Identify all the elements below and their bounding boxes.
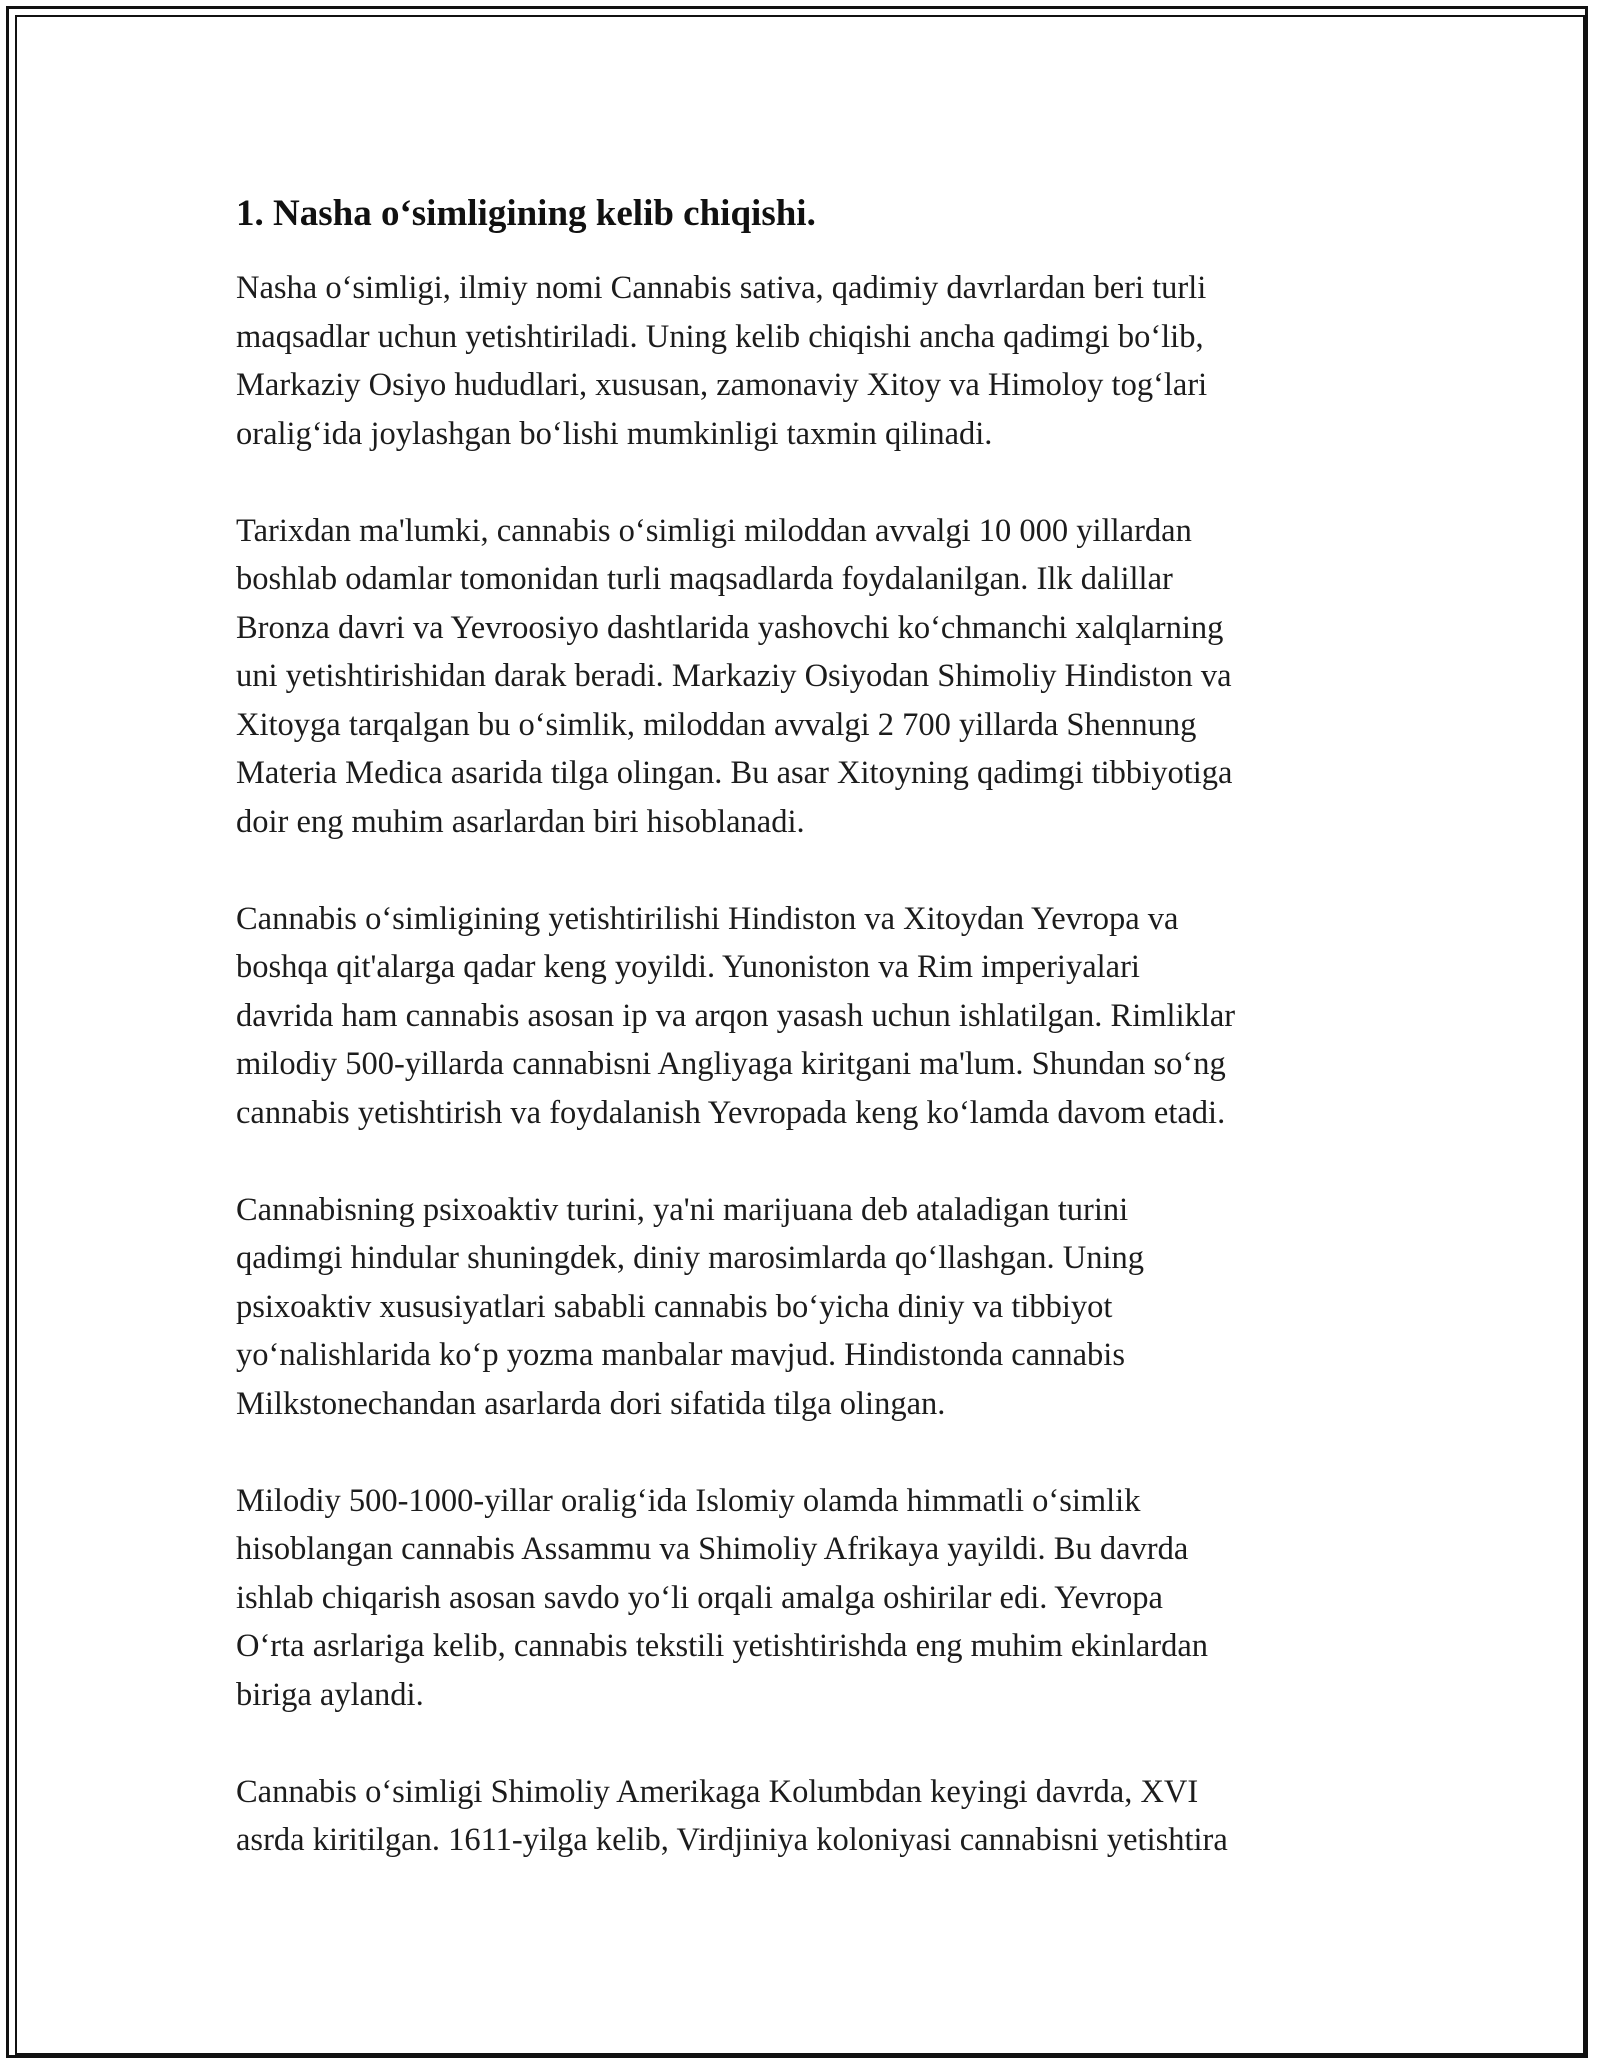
- paragraph-line: boshqa qit'alarga qadar keng yoyildi. Yunoniston va Rim imperiyalari: [236, 949, 1140, 985]
- paragraph-line: Bronza davri va Yevroosiyo dashtlarida yashovchi ko‘chmanchi xalqlarning: [236, 609, 1224, 646]
- paragraph-line: Xitoyga tarqalgan bu o‘simlik, miloddan avvalgi 2 700 yillarda Shennung: [236, 706, 1197, 743]
- paragraph-line: maqsadlar uchun yetishtiriladi. Uning kelib chiqishi ancha qadimgi bo‘lib,: [236, 318, 1204, 355]
- paragraph-origin: [236, 264, 1376, 458]
- paragraph-psychoactive: [236, 1186, 1376, 1429]
- paragraph-line: asrda kiritilgan. 1611-yilga kelib, Virdjiniya koloniyasi cannabisni yetishtira: [236, 1822, 1228, 1858]
- paragraph-line: boshlab odamlar tomonidan turli maqsadlarda foydalanilgan. Ilk dalillar: [236, 561, 1173, 597]
- paragraph-line: Tarixdan ma'lumki, cannabis o‘simligi miloddan avvalgi 10 000 yillardan: [236, 512, 1192, 549]
- paragraph-line: hisoblangan cannabis Assammu va Shimoliy Afrikaya yayildi. Bu davrda: [236, 1531, 1189, 1567]
- paragraph-line: biriga aylandi.: [236, 1676, 424, 1713]
- paragraph-line: doir eng muhim asarlardan biri hisoblanadi.: [236, 803, 805, 840]
- paragraph-line: Cannabisning psixoaktiv turini, ya'ni marijuana deb ataladigan turini: [236, 1191, 1129, 1228]
- paragraph-line: milodiy 500-yillarda cannabisni Angliyaga kiritgani ma'lum. Shundan so‘ng: [236, 1046, 1226, 1082]
- paragraph-line: Materia Medica asarida tilga olingan. Bu asar Xitoyning qadimgi tibbiyotiga: [236, 755, 1233, 791]
- paragraph-line: Milkstonechandan asarlarda dori sifatida tilga olingan.: [236, 1385, 946, 1422]
- paragraph-line: Markaziy Osiyo hududlari, xususan, zamonaviy Xitoy va Himoloy tog‘lari: [236, 367, 1208, 403]
- paragraph-line: O‘rta asrlariga kelib, cannabis tekstili yetishtirishda eng muhim ekinlardan: [236, 1628, 1209, 1664]
- paragraph-line: davrida ham cannabis asosan ip va arqon yasash uchun ishlatilgan. Rimliklar: [236, 997, 1236, 1034]
- paragraph-line: yo‘nalishlarida ko‘p yozma manbalar mavjud. Hindistonda cannabis: [236, 1337, 1125, 1373]
- paragraph-line: psixoaktiv xususiyatlari sababli cannabis bo‘yicha diniy va tibbiyot: [236, 1288, 1113, 1325]
- paragraph-line: uni yetishtirishidan darak beradi. Markaziy Osiyodan Shimoliy Hindiston va: [236, 658, 1232, 694]
- paragraph-line: Cannabis o‘simligining yetishtirilishi Hindiston va Xitoydan Yevropa va: [236, 900, 1179, 937]
- paragraph-spread-europe: [236, 895, 1376, 1138]
- paragraph-line: qadimgi hindular shuningdek, diniy marosimlarda qo‘llashgan. Uning: [236, 1240, 1145, 1276]
- section-heading: 1. Nasha o‘simligining kelib chiqishi.: [236, 193, 816, 234]
- paragraph-islamic-world: [236, 1477, 1376, 1720]
- paragraph-history: [236, 507, 1376, 847]
- paragraph-america: [236, 1768, 1376, 1865]
- paragraph-line: oralig‘ida joylashgan bo‘lishi mumkinligi taxmin qilinadi.: [236, 415, 993, 452]
- paragraph-line: Nasha o‘simligi, ilmiy nomi Cannabis sativa, qadimiy davrlardan beri turli: [236, 270, 1207, 306]
- document-body: [236, 188, 1376, 1865]
- paragraph-line: ishlab chiqarish asosan savdo yo‘li orqali amalga oshirilar edi. Yevropa: [236, 1579, 1163, 1616]
- paragraph-line: cannabis yetishtirish va foydalanish Yevropada keng ko‘lamda davom etadi.: [236, 1094, 1226, 1131]
- paragraph-line: Milodiy 500-1000-yillar oralig‘ida Islomiy olamda himmatli o‘simlik: [236, 1482, 1141, 1519]
- paragraph-line: Cannabis o‘simligi Shimoliy Amerikaga Kolumbdan keyingi davrda, XVI: [236, 1773, 1199, 1810]
